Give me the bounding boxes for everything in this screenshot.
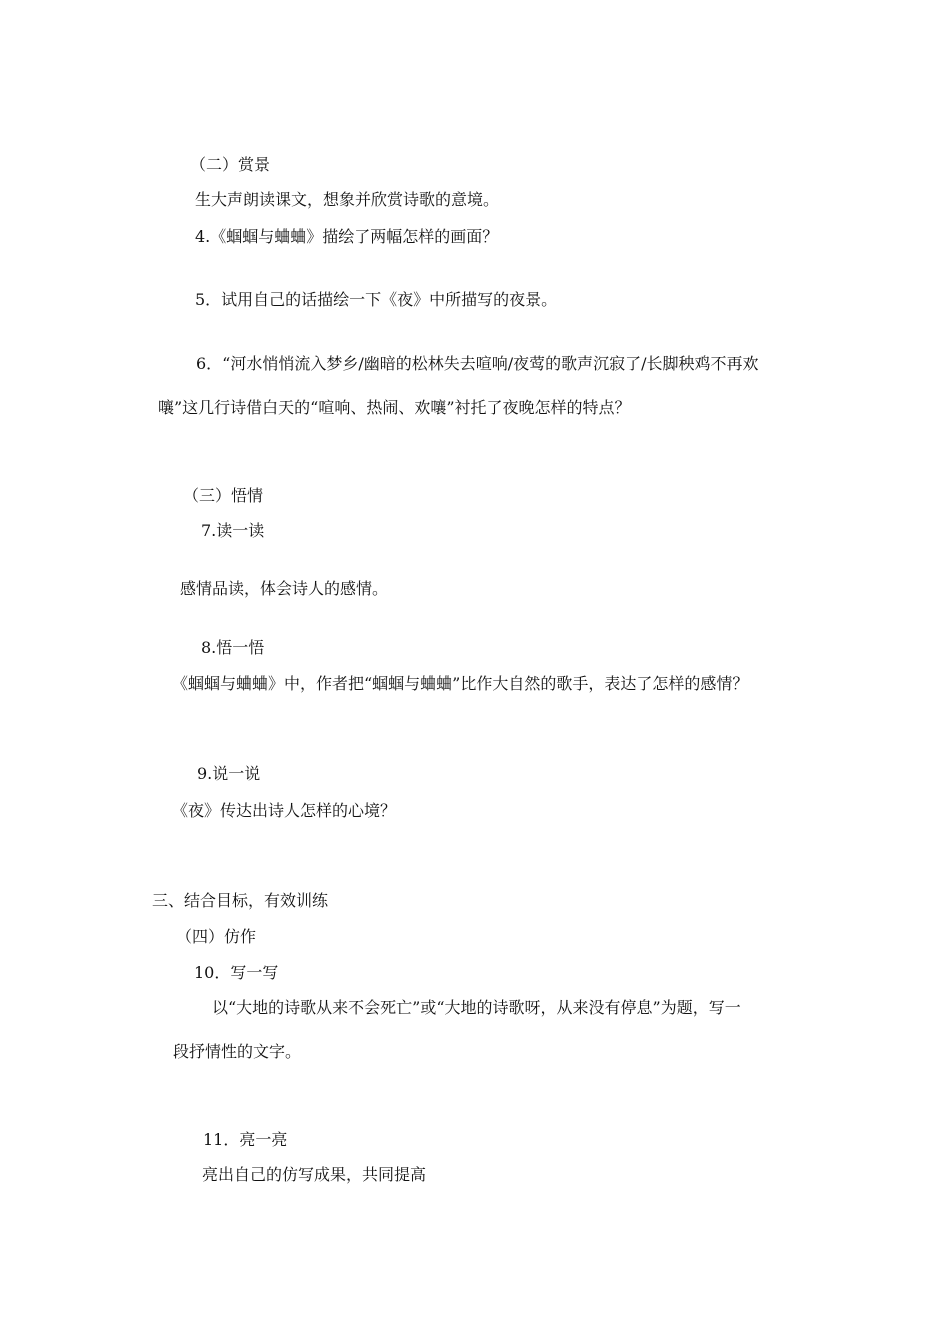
- section-intro-text: 生大声朗读课文，想象并欣赏诗歌的意境。: [195, 190, 500, 209]
- question-8-body: 《蝈蝈与蛐蛐》中，作者把“蝈蝈与蛐蛐”比作大自然的歌手，表达了怎样的感情？: [172, 674, 749, 693]
- section-heading-appreciate-scenery: （二）赏景: [190, 155, 271, 174]
- question-6-line-2: 嚷”这几行诗借白天的“喧响、热闹、欢嚷”衬托了夜晚怎样的特点？: [158, 398, 631, 417]
- section-heading-feel-emotion: （三）悟情: [183, 486, 264, 505]
- question-9-body: 《夜》传达出诗人怎样的心境？: [172, 801, 397, 820]
- question-11-body: 亮出自己的仿写成果，共同提高: [202, 1165, 427, 1184]
- section-heading-imitation: （四）仿作: [176, 927, 257, 946]
- question-6-line-1: 6．“河水悄悄流入梦乡/幽暗的松林失去喧响/夜莺的歌声沉寂了/长脚秧鸡不再欢: [196, 354, 759, 373]
- question-11-title: 11．亮一亮: [203, 1130, 288, 1149]
- question-10-title: 10．写一写: [194, 963, 279, 982]
- question-8-title: 8.悟一悟: [201, 638, 265, 657]
- question-7-title: 7.读一读: [201, 521, 265, 540]
- question-9-title: 9.说一说: [197, 764, 261, 783]
- question-4: 4.《蝈蝈与蛐蛐》描绘了两幅怎样的画面？: [195, 227, 499, 246]
- question-10-line-1: 以“大地的诗歌从来不会死亡”或“大地的诗歌呀，从来没有停息”为题，写一: [212, 998, 741, 1017]
- part-heading-training: 三、结合目标，有效训练: [152, 891, 329, 910]
- question-5: 5．试用自己的话描绘一下《夜》中所描写的夜景。: [195, 290, 558, 309]
- question-10-line-2: 段抒情性的文字。: [173, 1042, 302, 1061]
- question-7-body: 感情品读，体会诗人的感情。: [180, 579, 389, 598]
